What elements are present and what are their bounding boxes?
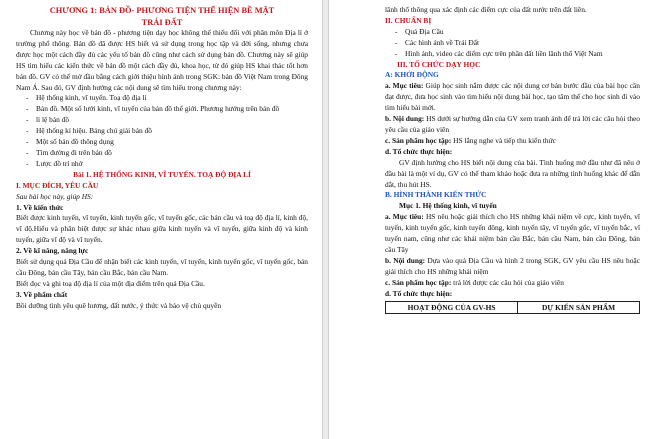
list-item: - Tìm đường đi trên bản đồ	[16, 148, 308, 159]
content-label: b. Nội dung:	[385, 114, 425, 124]
warmup-org-text: GV định hướng cho HS biết nội dung của bài. Tình huống mở đầu như đã nêu ở đầu bài là một ví dụ, GV có thể tham khảo hoặc đưa ra những tình huống khác để dẫn dắt, thu hút HS.	[385, 157, 640, 189]
chapter-title-line2: TRÁI ĐẤT	[141, 17, 183, 27]
list-item: - Lược đồ trí nhớ	[16, 159, 308, 170]
warmup-org-label: d. Tổ chức thực hiện:	[385, 146, 453, 156]
knowledge-text: Biết được kinh tuyến, vĩ tuyến, kinh tuyến gốc, vĩ tuyến gốc, các bán cầu và toạ độ địa lí, kinh độ, vĩ độ.Hiểu và phân biệt được sự khác nhau giữa kinh tuyến và vĩ tuyến, giữa kinh độ và kinh tuyến, giữa vĩ độ và vĩ tuyến.	[16, 213, 308, 245]
list-item: - Quả Địa Cầu	[385, 27, 640, 38]
prep-heading: II. CHUẨN BỊ	[385, 15, 432, 25]
item1-heading: Mục 1. Hệ thống kinh, vĩ tuyến	[399, 201, 497, 211]
warmup-content	[385, 114, 640, 136]
goal-label: a. Mục tiêu:	[385, 81, 424, 91]
left-page	[0, 0, 323, 439]
goal-text: HS nêu hoặc giải thích cho HS những khái niệm về cực, kinh tuyến, vĩ tuyến, kinh tuyến gốc, kinh tuyến đông, kinh tuyến tây, vĩ tuyến gốc, vĩ tuyến bắc, vĩ tuyến nam, cũng như các khái niệm bán cầu Bắc, bán cầu Nam, bán cầu Đông, bán cầu Tây	[385, 212, 640, 254]
content-text: HS dưới sự hướng dẫn của GV xem tranh ảnh để trả lời các câu hỏi theo yêu cầu của giáo viên	[385, 114, 640, 134]
quality-text: Bồi dưỡng tình yêu quê hương, đất nước, ý thức và bảo vệ chủ quyền	[16, 300, 222, 310]
warmup-heading: A: KHỞI ĐỘNG	[385, 70, 439, 80]
objectives-heading: I. MỤC ĐÍCH, YÊU CẦU	[16, 180, 99, 190]
list-item: - Bản đồ. Một số lưới kinh, vĩ tuyến của bản đồ thế giới. Phương hướng trên bản đồ	[16, 104, 308, 115]
newknow-heading: B. HÌNH THÀNH KIẾN THỨC	[385, 190, 487, 200]
activities-heading: III. TỔ CHỨC DẠY HỌC	[397, 59, 481, 69]
chapter-title: CHƯƠNG 1: BẢN ĐỒ- PHƯƠNG TIỆN THỂ HIỆN BỀ MẶT	[49, 6, 275, 15]
lesson-title: Bài 1. HỆ THỐNG KINH, VĨ TUYẾN. TOẠ ĐỘ ĐỊA LÍ	[73, 169, 251, 179]
item1-goal	[385, 212, 640, 256]
item1-content	[385, 256, 640, 278]
goal-text: Giúp học sinh nắm được các nội dung cơ bản bước đầu của bài học cần đạt được, đưa học sinh vào tìm hiểu nội dung bài học, tạo tâm thế cho học sinh đi vào tìm hiểu bài mới.	[385, 81, 640, 113]
product-label: c. Sản phẩm học tập:	[385, 277, 452, 287]
after-lesson-text: Sau bài học này, giúp HS:	[16, 191, 94, 201]
table-header-teacher: HOẠT ĐỘNG CỦA GV-HS	[386, 302, 518, 314]
list-item: - Hình ảnh, video các điểm cực trên phần đất liền lãnh thổ Việt Nam	[385, 49, 640, 60]
warmup-goal	[385, 81, 640, 114]
quality-heading: 3. Về phẩm chất	[16, 289, 68, 299]
skills-text-2: Biết đọc và ghi toạ độ địa lí của một địa điểm trên quả Địa Cầu.	[16, 278, 205, 288]
table-row	[386, 302, 640, 314]
product-text: trả lời được các câu hỏi của giáo viên	[451, 277, 564, 287]
warmup-product	[385, 136, 640, 147]
knowledge-heading: 1. Về kiến thức	[16, 202, 64, 212]
table-header-expected: DỰ KIẾN SẢN PHẨM	[518, 302, 640, 314]
content-label: b. Nội dung:	[385, 255, 426, 265]
item1-product	[385, 278, 640, 289]
skills-heading: 2. Về kĩ năng, năng lực	[16, 246, 89, 256]
list-item: - Một số bản đồ thông dụng	[16, 137, 308, 148]
activity-table	[385, 301, 640, 314]
continued-text: lãnh thổ thông qua xác định các điểm cực của đất nước trên đất liền.	[385, 5, 587, 14]
list-item: - Hệ thống kí hiệu. Bảng chú giải bản đồ	[16, 126, 308, 137]
item1-org-label: d. Tổ chức thực hiện:	[385, 288, 453, 298]
list-item: - Hệ thống kinh, vĩ tuyến. Toạ độ địa lí	[16, 93, 308, 104]
skills-text: Biết sử dụng quả Địa Cầu để nhận biết các kinh tuyến, vĩ tuyến, kinh tuyến gốc, vĩ tuyến gốc, bán cầu Đông, bán cầu Tây, bán cầu Bắc, bán cầu Nam.	[16, 257, 308, 277]
list-item: - Các hình ảnh về Trái Đất	[385, 38, 640, 49]
list-item: - lỉ lệ bản đồ	[16, 115, 308, 126]
product-label: c. Sản phẩm học tập:	[385, 135, 452, 145]
product-text: HS lắng nghe và tiếp thu kiến thức	[451, 135, 556, 145]
chapter-intro: Chương này học về bản đồ - phương tiện dạy học không thể thiếu đối với phân môn Địa lí ở trường phổ thông. Bản đồ đã được HS biết và sử dụng trong học tập và đời sống, nhưng chưa được học một cách đầy đủ các yếu tố bản đồ cũng như cách sử dụng bản đồ. Chương này sẽ giúp HS tìm hiểu các kiến thức về bản đồ một cách đầy đủ, khoa học, từ đó giúp HS khai thác tốt hơn bản đồ. GV có thể mở đầu bằng cách giới thiệu hình ảnh trong SGK: bản đồ Việt Nam trong Đông Nam Á. Sau đó, GV định hướng các nội dung sẽ tìm hiểu trong chương này:	[16, 28, 308, 92]
right-page	[328, 0, 650, 439]
content-text: Dựa vào quả Địa Cầu và hình 2 trong SGK, GV yêu cầu HS nêu hoặc giải thích cho HS những khái niệm	[385, 255, 640, 276]
goal-label: a. Mục tiêu:	[385, 212, 424, 222]
